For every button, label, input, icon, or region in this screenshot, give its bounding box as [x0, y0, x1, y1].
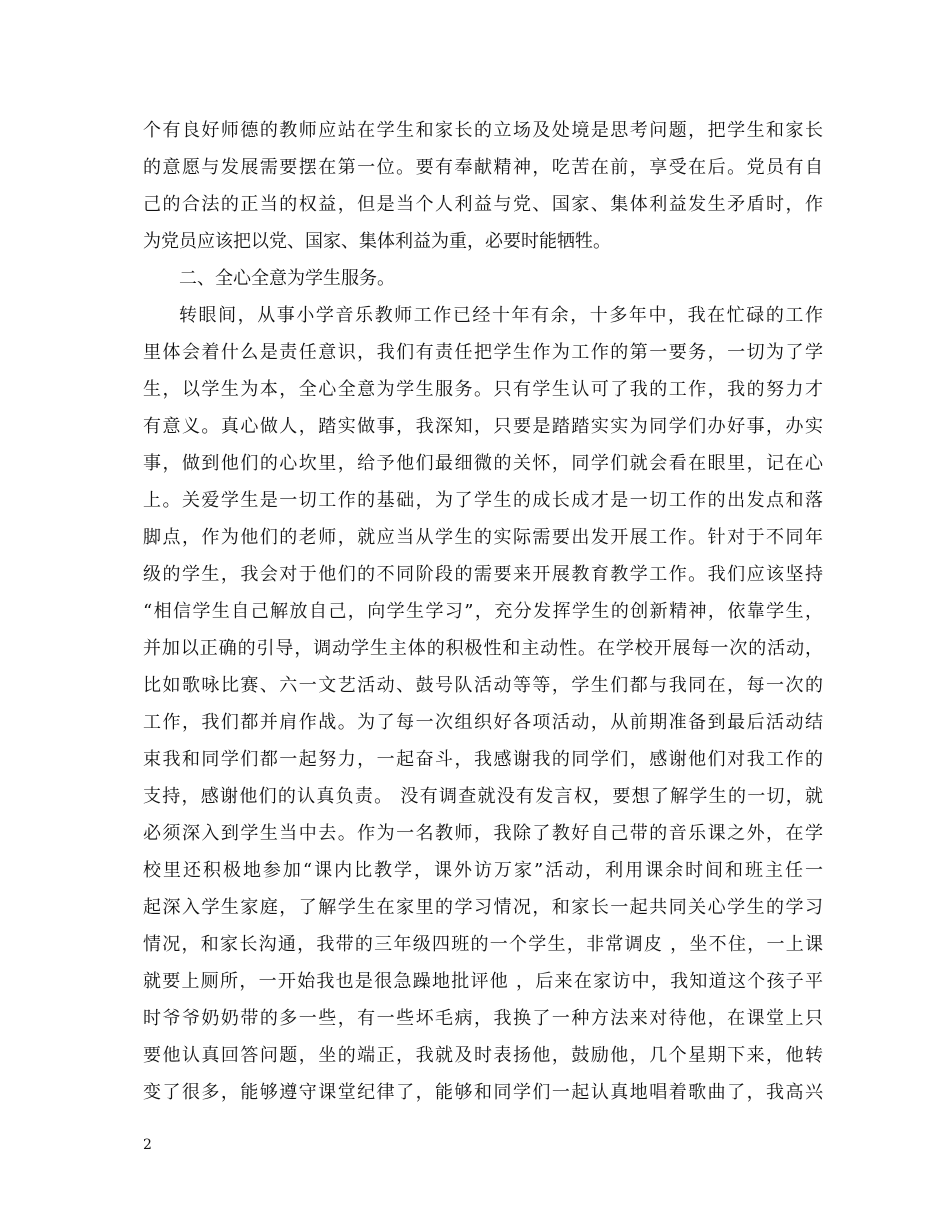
text-line: 级的学生，我会对于他们的不同阶段的需要来开展教育教学工作。我们应该坚持 [143, 564, 823, 585]
text-line: 要他认真回答问题，坐的端正，我就及时表扬他，鼓励他，几个星期下来，他转 [143, 1045, 823, 1066]
text-line: 束我和同学们都一起努力，一起奋斗，我感谢我的同学们，感谢他们对我工作的 [143, 749, 823, 770]
page-number: 2 [143, 1137, 152, 1153]
text-line: 有意义。真心做人，踏实做事，我深知，只要是踏踏实实为同学们办好事，办实 [143, 416, 823, 437]
text-line: 就要上厕所，一开始我也是很急躁地批评他 ，后来在家访中，我知道这个孩子平 [143, 971, 823, 992]
text-line: 并加以正确的引导，调动学生主体的积极性和主动性。在学校开展每一次的活动， [143, 638, 823, 659]
text-line: 二、全心全意为学生服务。 [179, 268, 395, 289]
text-line: 个有良好师德的教师应站在学生和家长的立场及处境是思考问题，把学生和家长 [143, 120, 823, 141]
text-line: 生，以学生为本，全心全意为学生服务。只有学生认可了我的工作，我的努力才 [143, 379, 823, 400]
text-line: 变了很多，能够遵守课堂纪律了，能够和同学们一起认真地唱着歌曲了，我高兴 [143, 1082, 823, 1103]
text-line: 工作，我们都并肩作战。为了每一次组织好各项活动，从前期准备到最后活动结 [143, 712, 823, 733]
text-line: 脚点，作为他们的老师，就应当从学生的实际需要出发开展工作。针对于不同年 [143, 527, 823, 548]
text-line: 事，做到他们的心坎里，给予他们最细微的关怀，同学们就会看在眼里，记在心 [143, 453, 823, 474]
text-line: 的意愿与发展需要摆在第一位。要有奉献精神，吃苦在前，享受在后。党员有自 [143, 157, 823, 178]
body-text [143, 112, 823, 1111]
text-line: 必须深入到学生当中去。作为一名教师，我除了教好自己带的音乐课之外，在学 [143, 823, 823, 844]
text-line: 起深入学生家庭，了解学生在家里的学习情况，和家长一起共同关心学生的学习 [143, 897, 823, 918]
text-line: 为党员应该把以党、国家、集体利益为重，必要时能牺牲。 [143, 231, 611, 252]
text-line: 里体会着什么是责任意识，我们有责任把学生作为工作的第一要务，一切为了学 [143, 342, 823, 363]
text-line: 情况，和家长沟通，我带的三年级四班的一个学生，非常调皮 ，坐不住，一上课 [143, 934, 823, 955]
text-line: 校里还积极地参加“课内比教学，课外访万家”活动，利用课余时间和班主任一 [143, 860, 823, 881]
text-line: 比如歌咏比赛、六一文艺活动、鼓号队活动等等，学生们都与我同在，每一次的 [143, 675, 823, 696]
text-line: 时爷爷奶奶带的多一些，有一些坏毛病，我换了一种方法来对待他，在课堂上只 [143, 1008, 823, 1029]
text-line: 转眼间，从事小学音乐教师工作已经十年有余，十多年中，我在忙碌的工作 [179, 305, 823, 326]
text-line: “相信学生自己解放自己，向学生学习”，充分发挥学生的创新精神，依靠学生， [143, 601, 823, 622]
text-line: 己的合法的正当的权益，但是当个人利益与党、国家、集体利益发生矛盾时，作 [143, 194, 823, 215]
text-line: 支持，感谢他们的认真负责。 没有调查就没有发言权，要想了解学生的一切，就 [143, 786, 823, 807]
text-line: 上。关爱学生是一切工作的基础，为了学生的成长成才是一切工作的出发点和落 [143, 490, 823, 511]
